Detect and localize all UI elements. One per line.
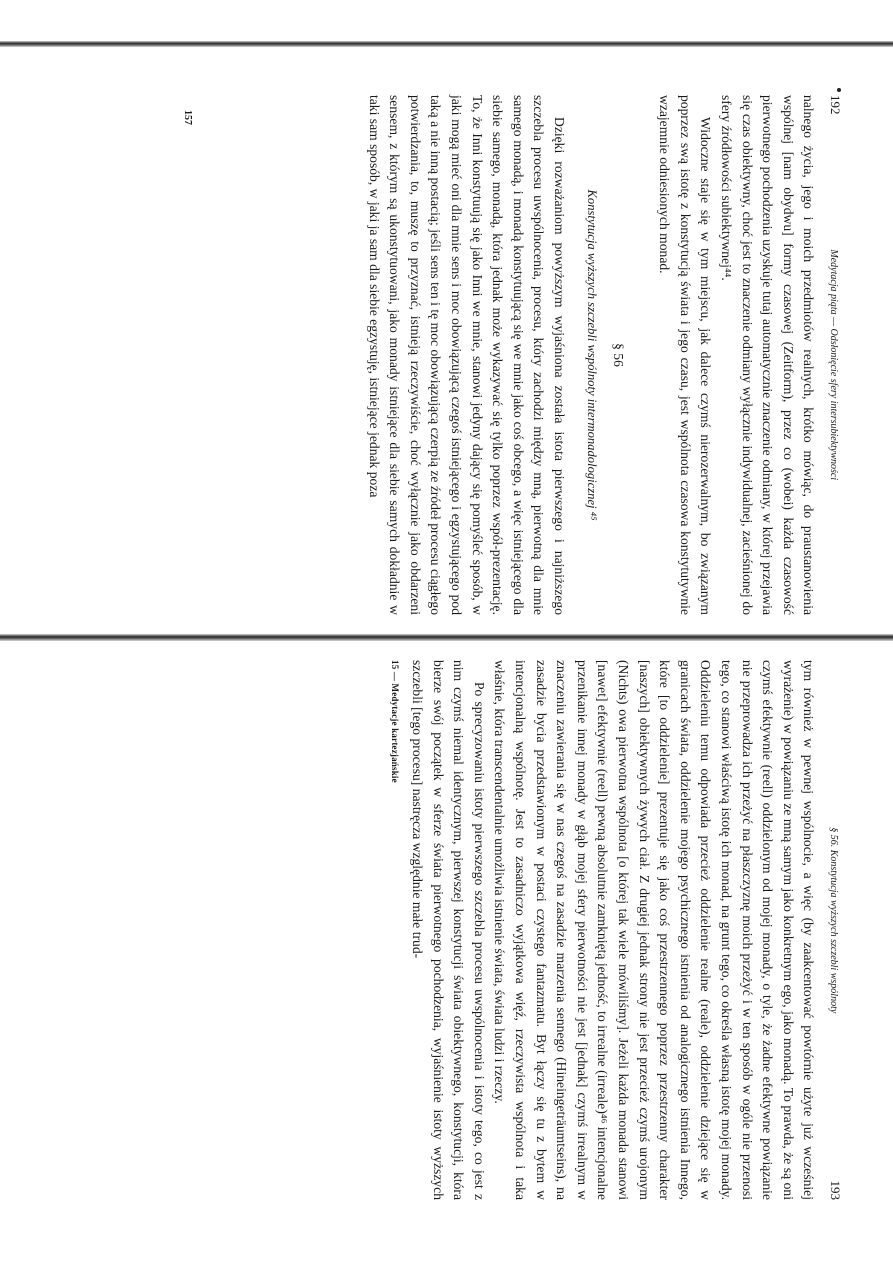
page-number-193: 193 bbox=[828, 1180, 843, 1200]
paragraph-192-2: Widoczne staje się w tym miejscu, jak dalece czymś nierozerwalnym, bo związanym poprzez swą istotę z konstytucją świata i jego czasu, jest wspólnota czasowa konstytutywnie wzajemnie odniesionych monad. bbox=[657, 95, 714, 615]
page-193 bbox=[25, 660, 845, 1200]
scan-edge-middle bbox=[0, 634, 893, 641]
paragraph-192-1: nalnego życia, jego i moich przedmiotów realnych, krótko mówiąc, do praustanowienia wspólnej [nam obydwu] formy czasowej (Zeitform), przez co (wobei) każda czasowość pierwotnego pochodzenia uzyskuje tutaj automatycznie znaczenie odmiany, w której przejawia się czas obiektywny, choć jest to znaczenie odmiany wyłącznie indywidualnej, zacieśnionej do sfery źródłowości subiektywnej⁴⁴. bbox=[719, 95, 817, 615]
running-title-193: § 56. Konstytucja wyższych szczebli wspólnoty bbox=[828, 827, 839, 1014]
section-number: § 56 bbox=[610, 343, 626, 367]
page-192 bbox=[100, 95, 845, 615]
section-title: Konstytucja wyższych szczebli wspólnoty intermonadologicznej ⁴⁵ bbox=[585, 189, 600, 521]
paragraph-193-1: tym również w pewnej wspólnocie, a więc (by zaakcentować powtórnie użyte już wcześniej wyrażenie) w powiązaniu ze mną samym jako konkretnym ego, jako monadą. To prawda, że są oni czymś efektywnie (reell) oddzielonym od mojej monady, o tyle, że żadne efektywne powiązanie nie przeprowadza ich przeżyć na płaszczyznę moich przeżyć i w ten sposób w ogóle nie przenosi tego, co stanowi właściwą istotę ich monad, na grunt tego, co określa własną istotę mojej monady. Oddzieleniu temu odpowiada przecież oddzielenie realne (reale), oddzielenie dziejące się w granicach świata, oddzielenie mojego psychicznego istnienia od analogicznego istnienia Innego, które [to oddzielenie] prezentuje się jako coś przestrzennego poprzez przestrzenny charakter [naszych] obiektywnych żywych ciał. Z drugiej jednak strony nie jest przecież czymś urojonym (Nichts) owa pierwotna wspólnota [o której tak wiele mówiliśmy]. Jeżeli każda monada stanowi [nawet] efektywnie (reell) pewną absolutnie zamkniętą jedność, to irrealne (irreale)⁴⁶ intencjonalne przenikanie innej monady w głąb mojej sfery pierwotności nie jest [jednak] czymś irrealnym w znaczeniu zawierania się w nas czegoś na zasadzie marzenia sennego (Hineingeträumtseins), na zasadzie bycia przedstawionym w postaci czystego fantazmatu. Byt łączy się tu z bytem w intencjonalną wspólnotę. Jest to zasadniczo wyjątkowa więź, rzeczywista wspólnota i taka właśnie, która transcendentalnie umożliwia istnienie świata, świata ludzi i rzeczy. bbox=[492, 660, 817, 1200]
page-number-192: 192 bbox=[828, 95, 843, 115]
footer-signature: 15 — Medytacje kartezjańskie bbox=[389, 660, 400, 783]
stray-mark bbox=[837, 88, 841, 92]
running-title-192: Medytacja piąta — Odsłonięcie sfery intersubiektywności bbox=[828, 249, 839, 481]
running-header-192 bbox=[822, 95, 845, 615]
paragraph-193-2: Po sprecyzowaniu istoty pierwszego szczebla procesu uwspólnocenia i istoty tego, co jest z nim czymś niemal identycznym, pierwszej konstytucji świata obiektywnego, konstytucji, która bierze swój początek w sferze świata pierwotnego pochodzenia, wyjaśnienie istoty wyższych szczebli [tego procesu] nastręcza względnie małe trud- bbox=[410, 660, 487, 1200]
margin-mark-157: 157 bbox=[182, 110, 193, 125]
paragraph-192-3: Dzięki rozważaniom powyższym wyjaśniona została istota pierwszego i najniższego szczebla procesu uwspólnocenia, procesu, który zachodzi między mną, pierwotną dla mnie samego monadą, i monadą konstytuującą się we mnie jako coś obcego, a więc istniejącego dla siebie samego, monadą, która jednak może wykazywać się tylko poprzez współ-prezentację. To, że Inni konstytuują się jako Inni we mnie, stanowi jedyny dający się pomyśleć sposób, w jaki mogą mieć oni dla mnie sens i moc obowiązującą czegoś istniejącego i egzystującego pod taką a nie inną postacią; jeśli sens ten i tę moc obowiązującą czerpią ze źródeł procesu ciągłego potwierdzania, to, muszę to przyznać, istnieją rzeczywiście, choć wyłącznie jako obdarzeni sensem, z którym są ukonstytuowani, jako monady istniejące dla siebie samych dokładnie w taki sam sposób, w jaki ja sam dla siebie egzystuję, istniejące jednak poza bbox=[366, 95, 568, 615]
scan-edge-top bbox=[0, 41, 893, 47]
running-header-193 bbox=[822, 660, 845, 1200]
